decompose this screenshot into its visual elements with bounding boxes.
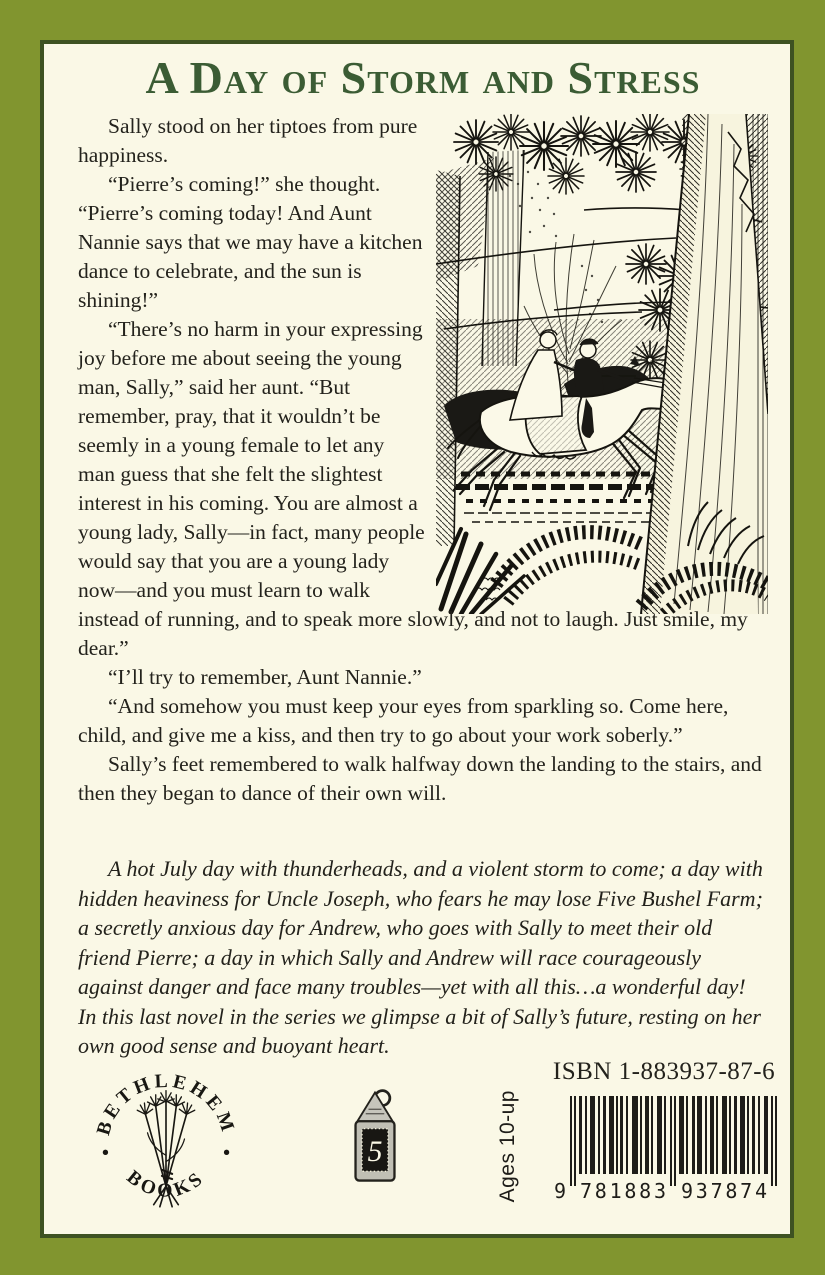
barcode-digit-lead: 9	[554, 1179, 567, 1203]
story-paragraph: “I’ll try to remember, Aunt Nannie.”	[108, 665, 422, 689]
publisher-name-top: BETHLEHEM	[93, 1070, 239, 1138]
barcode	[550, 1096, 790, 1209]
story-excerpt	[78, 112, 768, 808]
cover-paper-panel	[40, 40, 794, 1238]
back-cover-blurb: A hot July day with thunderheads, and a violent storm to come; a day with hidden heaviness for Uncle Joseph, who fears he may lose Five Bushel Farm; a secretly anxious day for Andrew, who goes with Sally to meet their old friend Pierre; a day in which Sally and Andrew will race courageously against danger and face many troubles—yet with all this…a wonderful day! In this last novel in the series we glimpse a bit of Sally’s future, resting on her own good sense and buoyant heart.	[78, 856, 763, 1058]
publisher-logo	[93, 1063, 239, 1222]
isbn-label: ISBN 1-883937-87-6	[552, 1058, 776, 1085]
barcode-bars	[570, 1096, 777, 1186]
story-paragraph: Sally’s feet remembered to walk halfway down the landing to the stairs, and then they began to dance of their own will.	[78, 752, 762, 805]
barcode-digits-left-group: 781883	[580, 1179, 666, 1203]
publisher-name-bottom: BOOKS	[122, 1166, 210, 1202]
lantern-icon	[346, 1086, 404, 1193]
story-paragraph: “There’s no harm in your expressing joy before me about seeing the young man, Sally,” said her aunt. “But remember, pray, that it wouldn’t be seemly in a young female to let any man guess that she felt the slightest interest in his coming. You are almost a young lady, Sally—in fact, many people would say that you are a young lady now—and you must learn to walk instead of running, and to speak more slowly, and not to laugh. Just smile, my dear.”	[78, 317, 748, 660]
story-paragraph: “Pierre’s coming!” she thought. “Pierre’s coming today! And Aunt Nannie says that we may have a kitchen dance to celebrate, and the sun is shining!”	[78, 172, 423, 312]
forest-horse-illustration	[436, 114, 768, 614]
story-paragraph: Sally stood on her tiptoes from pure happiness.	[78, 114, 418, 167]
page-title: A Day of Storm and Stress	[145, 52, 701, 103]
series-number: 5	[367, 1136, 383, 1169]
barcode-digits-right-group: 937874	[681, 1179, 767, 1203]
story-paragraph: “And somehow you must keep your eyes from sparkling so. Come here, child, and give me a kiss, and then try to go about your work soberly.”	[78, 694, 729, 747]
ages-badge: Ages 10-up	[496, 1090, 519, 1203]
